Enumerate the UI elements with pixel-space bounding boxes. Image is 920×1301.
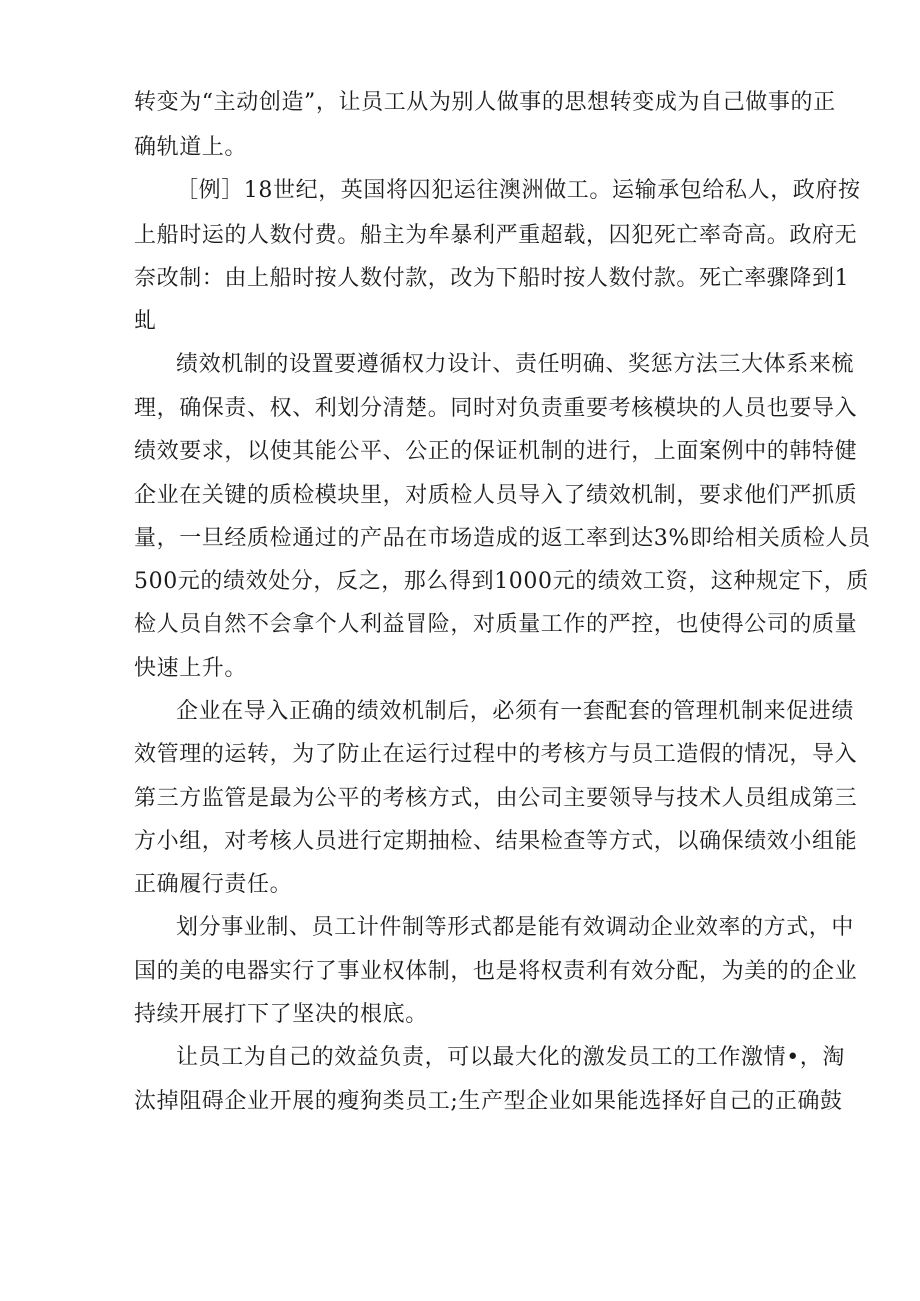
text-line: 国的美的电器实行了事业权体制，也是将权责利有效分配，为美的的企业 bbox=[134, 959, 858, 984]
text-line: 虬 bbox=[134, 309, 157, 334]
text-line: 绩效机制的设置要遵循权力设计、责任明确、奖惩方法三大体系来梳 bbox=[176, 352, 855, 377]
text-line: 绩效要求，以使其能公平、公正的保证机制的进行，上面案例中的韩特健 bbox=[134, 439, 858, 464]
text-line: 500元的绩效处分，反之，那么得到1000元的绩效工资，这种规定下，质 bbox=[134, 569, 869, 594]
text-line: 理，确保责、权、利划分清楚。同时对负责重要考核模块的人员也要导入 bbox=[134, 396, 858, 421]
text-line: 快速上升。 bbox=[134, 656, 248, 681]
text-line: 划分事业制、员工计件制等形式都是能有效调动企业效率的方式，中 bbox=[176, 915, 855, 940]
text-line: 奈改制：由上船时按人数付款，改为下船时按人数付款。死亡率骤降到1 bbox=[134, 266, 850, 291]
text-line: 上船时运的人数付费。船主为牟暴利严重超载，囚犯死亡率奇高。政府无 bbox=[134, 223, 858, 248]
text-line: 确轨道上。 bbox=[134, 135, 248, 160]
text-line: 第三方监管是最为公平的考核方式，由公司主要领导与技术人员组成第三 bbox=[134, 786, 858, 811]
text-line: 检人员自然不会拿个人利益冒险，对质量工作的严控，也使得公司的质量 bbox=[134, 612, 858, 637]
text-line: 效管理的运转，为了防止在运行过程中的考核方与员工造假的情况，导入 bbox=[134, 742, 858, 767]
text-line: 企业在关键的质检模块里，对质检人员导入了绩效机制，要求他们严抓质 bbox=[134, 483, 858, 508]
text-line: 正确履行责任。 bbox=[134, 872, 293, 897]
text-line: 企业在导入正确的绩效机制后，必须有一套配套的管理机制来促进绩 bbox=[176, 699, 855, 724]
text-line: ［例］18世纪，英国将囚犯运往澳洲做工。运输承包给私人，政府按 bbox=[176, 178, 861, 203]
text-line: 转变为“主动创造”，让员工从为别人做事的思想转变成为自己做事的正 bbox=[134, 90, 836, 115]
text-line: 汰掉阻碍企业开展的瘦狗类员工;生产型企业如果能选择好自己的正确鼓 bbox=[134, 1089, 843, 1114]
text-line: 方小组，对考核人员进行定期抽检、结果检查等方式，以确保绩效小组能 bbox=[134, 829, 858, 854]
text-line: 持续开展打下了坚决的根底。 bbox=[134, 1002, 428, 1027]
text-line: 量，一旦经质检通过的产品在市场造成的返工率到达3%即给相关质检人员 bbox=[134, 526, 871, 551]
text-line: 让员工为自己的效益负责，可以最大化的激发员工的工作激情•，淘 bbox=[176, 1045, 845, 1070]
